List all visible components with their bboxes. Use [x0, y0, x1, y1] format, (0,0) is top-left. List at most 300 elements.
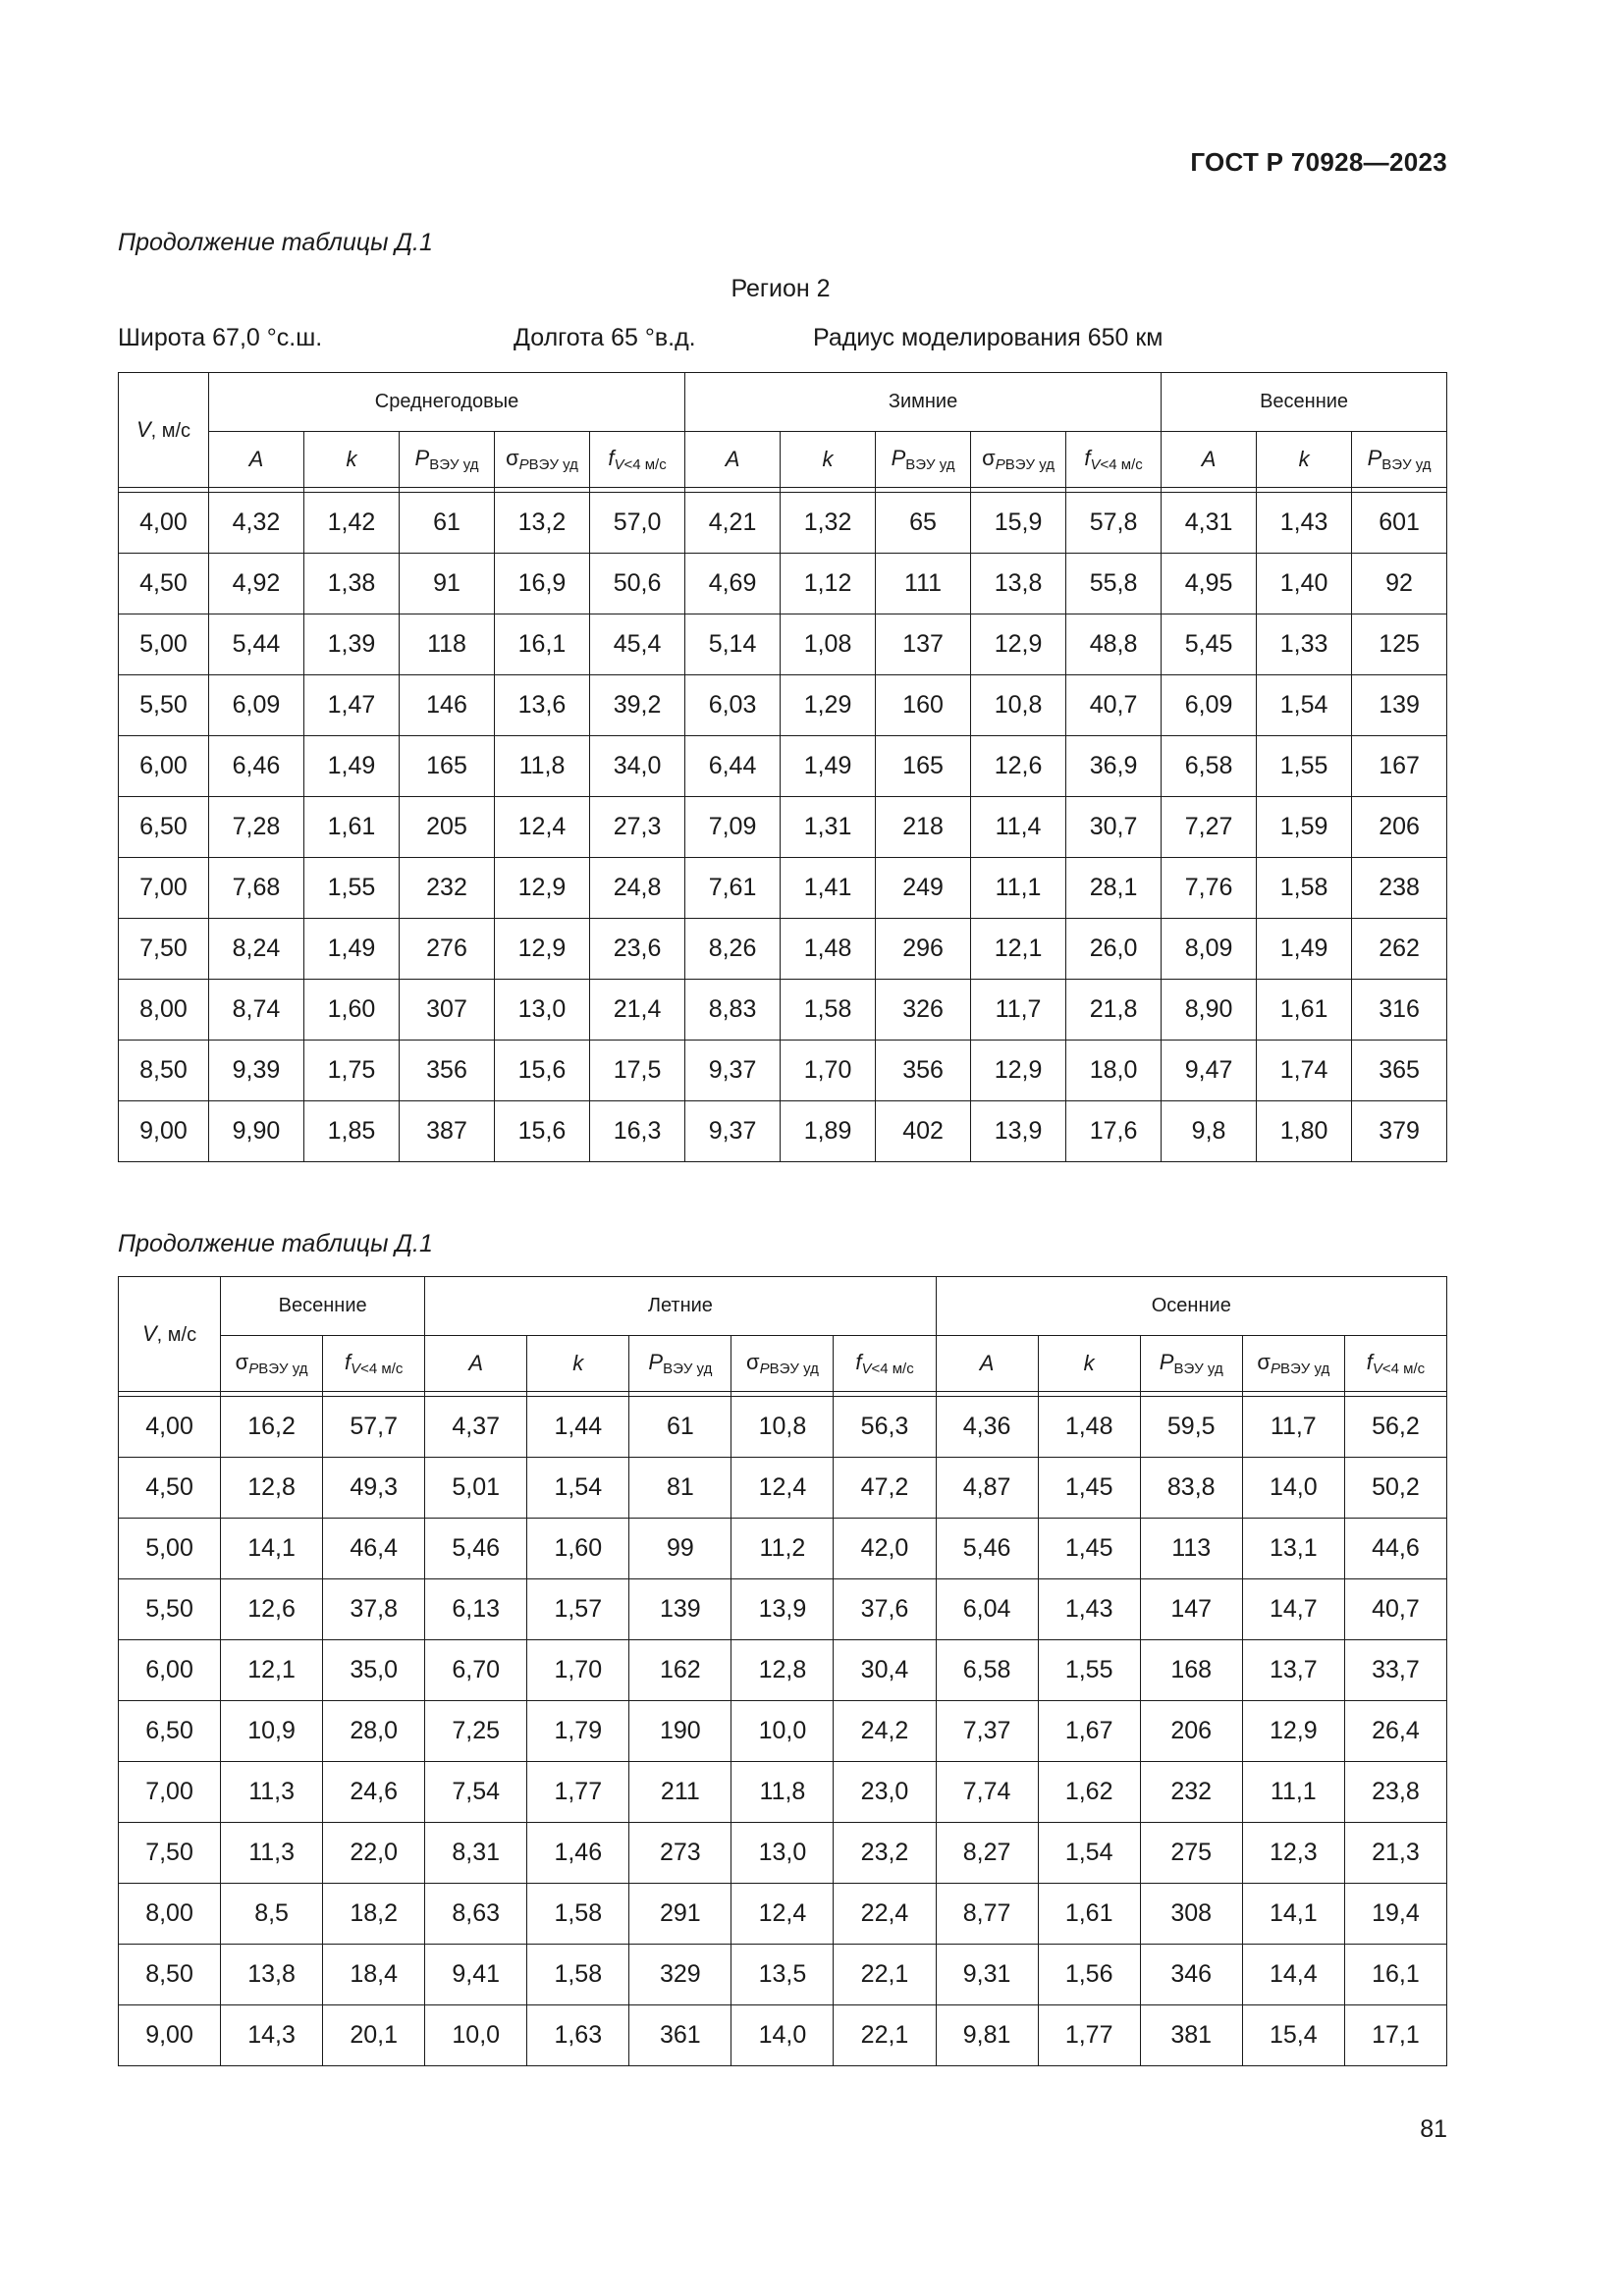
table-row: [119, 1519, 1447, 1579]
table-cell: 12,4: [495, 797, 590, 858]
table-cell: 211: [629, 1762, 731, 1823]
table-cell: 361: [629, 2005, 731, 2066]
table-cell: 40,7: [1344, 1579, 1446, 1640]
header-sigma: $\sigma_{PВЭУ уд}$: [971, 432, 1066, 488]
table-cell: 22,1: [834, 1945, 936, 2005]
row-speed-cell: 7,50: [119, 1823, 221, 1884]
table-cell: 6,58: [1162, 736, 1257, 797]
table-cell: 5,14: [685, 614, 781, 675]
table-cell: 83,8: [1140, 1458, 1242, 1519]
table-cell: 1,63: [527, 2005, 629, 2066]
table-cell: 379: [1352, 1101, 1447, 1162]
table-cell: 1,40: [1257, 554, 1352, 614]
table-cell: 11,7: [971, 980, 1066, 1041]
table-cell: 125: [1352, 614, 1447, 675]
table-cell: 7,37: [936, 1701, 1038, 1762]
table-cell: 12,9: [495, 919, 590, 980]
table-cell: 232: [1140, 1762, 1242, 1823]
table-cell: 11,7: [1242, 1397, 1344, 1458]
table-cell: 13,7: [1242, 1640, 1344, 1701]
row-speed-cell: 9,00: [119, 2005, 221, 2066]
row-speed-cell: 6,00: [119, 1640, 221, 1701]
table-cell: 1,57: [527, 1579, 629, 1640]
table-cell: 16,1: [495, 614, 590, 675]
table-cell: 139: [1352, 675, 1447, 736]
table-cell: 8,27: [936, 1823, 1038, 1884]
table-cell: 206: [1352, 797, 1447, 858]
header-f: $f_{V<4 м/с}$: [1066, 432, 1162, 488]
table-cell: 35,0: [323, 1640, 425, 1701]
table-cell: 91: [400, 554, 495, 614]
table-cell: 118: [400, 614, 495, 675]
header-group-winter: Зимние: [685, 373, 1162, 432]
table-cell: 5,44: [209, 614, 304, 675]
table-cell: 9,37: [685, 1101, 781, 1162]
table-cell: 1,85: [304, 1101, 400, 1162]
table-cell: 276: [400, 919, 495, 980]
table-row: [119, 797, 1447, 858]
header-k: k: [1257, 432, 1352, 488]
row-speed-cell: 6,50: [119, 1701, 221, 1762]
table1-caption: Продолжение таблицы Д.1: [118, 229, 433, 256]
table-cell: 12,8: [221, 1458, 323, 1519]
table-cell: 7,61: [685, 858, 781, 919]
table-cell: 34,0: [590, 736, 685, 797]
table-cell: 14,7: [1242, 1579, 1344, 1640]
table1-body: [119, 488, 1447, 1162]
table-cell: 19,4: [1344, 1884, 1446, 1945]
table-cell: 65: [876, 493, 971, 554]
table-cell: 4,36: [936, 1397, 1038, 1458]
row-speed-cell: 4,00: [119, 493, 209, 554]
table-cell: 205: [400, 797, 495, 858]
row-speed-cell: 5,50: [119, 675, 209, 736]
table-cell: 28,1: [1066, 858, 1162, 919]
table-cell: 99: [629, 1519, 731, 1579]
header-A: A: [209, 432, 304, 488]
table-cell: 1,55: [304, 858, 400, 919]
table-cell: 5,01: [425, 1458, 527, 1519]
table-cell: 1,12: [781, 554, 876, 614]
table-cell: 10,0: [425, 2005, 527, 2066]
table-cell: 1,77: [527, 1762, 629, 1823]
table-cell: 329: [629, 1945, 731, 2005]
table-cell: 1,29: [781, 675, 876, 736]
table-cell: 137: [876, 614, 971, 675]
table-cell: 33,7: [1344, 1640, 1446, 1701]
table-cell: 365: [1352, 1041, 1447, 1101]
table-cell: 1,47: [304, 675, 400, 736]
table-cell: 28,0: [323, 1701, 425, 1762]
table-cell: 6,70: [425, 1640, 527, 1701]
standard-designation: ГОСТ Р 70928—2023: [1190, 147, 1447, 177]
table-cell: 17,6: [1066, 1101, 1162, 1162]
table-cell: 13,0: [495, 980, 590, 1041]
table-cell: 1,67: [1038, 1701, 1140, 1762]
header-k: k: [1038, 1336, 1140, 1392]
table-row: [119, 1579, 1447, 1640]
table-cell: 23,8: [1344, 1762, 1446, 1823]
table-cell: 402: [876, 1101, 971, 1162]
table-cell: 10,8: [971, 675, 1066, 736]
row-speed-cell: 6,50: [119, 797, 209, 858]
table-cell: 13,8: [221, 1945, 323, 2005]
table-cell: 381: [1140, 2005, 1242, 2066]
table-cell: 21,3: [1344, 1823, 1446, 1884]
table-cell: 1,70: [781, 1041, 876, 1101]
table-cell: 6,46: [209, 736, 304, 797]
table-cell: 1,43: [1257, 493, 1352, 554]
table-cell: 14,1: [1242, 1884, 1344, 1945]
table-cell: 17,5: [590, 1041, 685, 1101]
table-cell: 14,0: [1242, 1458, 1344, 1519]
table-cell: 8,24: [209, 919, 304, 980]
table-cell: 22,1: [834, 2005, 936, 2066]
table-cell: 92: [1352, 554, 1447, 614]
table-cell: 1,62: [1038, 1762, 1140, 1823]
table-row: [119, 2005, 1447, 2066]
table-cell: 13,8: [971, 554, 1066, 614]
table-cell: 1,43: [1038, 1579, 1140, 1640]
table-cell: 9,39: [209, 1041, 304, 1101]
table-cell: 17,1: [1344, 2005, 1446, 2066]
table-cell: 6,04: [936, 1579, 1038, 1640]
table-cell: 4,31: [1162, 493, 1257, 554]
table-cell: 7,76: [1162, 858, 1257, 919]
table-cell: 326: [876, 980, 971, 1041]
header-group-autumn: Осенние: [936, 1277, 1446, 1336]
table-cell: 8,26: [685, 919, 781, 980]
table-cell: 1,61: [1038, 1884, 1140, 1945]
table-cell: 1,60: [304, 980, 400, 1041]
header-group-spring: Весенние: [1162, 373, 1447, 432]
table-cell: 21,8: [1066, 980, 1162, 1041]
header-f: $f_{V<4 м/с}$: [590, 432, 685, 488]
table-row: [119, 1041, 1447, 1101]
row-speed-cell: 5,00: [119, 1519, 221, 1579]
table-cell: 16,3: [590, 1101, 685, 1162]
table-cell: 11,1: [1242, 1762, 1344, 1823]
row-speed-cell: 8,50: [119, 1945, 221, 2005]
table-cell: 9,8: [1162, 1101, 1257, 1162]
row-speed-cell: 6,00: [119, 736, 209, 797]
table-cell: 4,21: [685, 493, 781, 554]
header-f: $f_{V<4 м/с}$: [323, 1336, 425, 1392]
table-cell: 57,0: [590, 493, 685, 554]
table-row: [119, 858, 1447, 919]
table-cell: 1,56: [1038, 1945, 1140, 2005]
table-cell: 18,2: [323, 1884, 425, 1945]
header-k: k: [304, 432, 400, 488]
table-cell: 1,58: [1257, 858, 1352, 919]
table-cell: 9,47: [1162, 1041, 1257, 1101]
table-cell: 168: [1140, 1640, 1242, 1701]
row-speed-cell: 4,50: [119, 554, 209, 614]
table-row: [119, 736, 1447, 797]
table-cell: 57,7: [323, 1397, 425, 1458]
table-row: [119, 1884, 1447, 1945]
table-row: [119, 919, 1447, 980]
table-cell: 8,90: [1162, 980, 1257, 1041]
table-cell: 61: [400, 493, 495, 554]
table-cell: 1,45: [1038, 1458, 1140, 1519]
data-table-1: [118, 372, 1447, 1162]
table-cell: 8,63: [425, 1884, 527, 1945]
table-cell: 167: [1352, 736, 1447, 797]
table-cell: 1,08: [781, 614, 876, 675]
table-cell: 1,60: [527, 1519, 629, 1579]
table-cell: 5,46: [425, 1519, 527, 1579]
page-number: 81: [1420, 2115, 1447, 2143]
table-cell: 14,3: [221, 2005, 323, 2066]
row-speed-cell: 5,00: [119, 614, 209, 675]
table-cell: 7,27: [1162, 797, 1257, 858]
table-cell: 23,0: [834, 1762, 936, 1823]
table-cell: 11,4: [971, 797, 1066, 858]
table-cell: 7,74: [936, 1762, 1038, 1823]
table-cell: 113: [1140, 1519, 1242, 1579]
table-cell: 11,3: [221, 1762, 323, 1823]
table-cell: 10,0: [731, 1701, 834, 1762]
table-cell: 1,49: [304, 919, 400, 980]
table-cell: 1,61: [1257, 980, 1352, 1041]
table-cell: 111: [876, 554, 971, 614]
header-P: $P_{ВЭУ уд}$: [876, 432, 971, 488]
table-cell: 1,89: [781, 1101, 876, 1162]
table-cell: 11,8: [495, 736, 590, 797]
table-cell: 12,8: [731, 1640, 834, 1701]
table-cell: 139: [629, 1579, 731, 1640]
table-cell: 22,4: [834, 1884, 936, 1945]
table-cell: 14,1: [221, 1519, 323, 1579]
table-cell: 16,2: [221, 1397, 323, 1458]
table-cell: 15,4: [1242, 2005, 1344, 2066]
table-cell: 10,9: [221, 1701, 323, 1762]
table-cell: 249: [876, 858, 971, 919]
table-cell: 11,1: [971, 858, 1066, 919]
table-cell: 30,7: [1066, 797, 1162, 858]
row-speed-cell: 5,50: [119, 1579, 221, 1640]
table-cell: 146: [400, 675, 495, 736]
table-cell: 42,0: [834, 1519, 936, 1579]
table-cell: 20,1: [323, 2005, 425, 2066]
table-cell: 6,03: [685, 675, 781, 736]
radius-label: Радиус моделирования 650 км: [813, 324, 1164, 351]
table-cell: 601: [1352, 493, 1447, 554]
table-row: [119, 554, 1447, 614]
table-cell: 30,4: [834, 1640, 936, 1701]
table-cell: 21,4: [590, 980, 685, 1041]
header-sigma: $\sigma_{PВЭУ уд}$: [731, 1336, 834, 1392]
table-row: [119, 1458, 1447, 1519]
table-cell: 190: [629, 1701, 731, 1762]
row-speed-cell: 9,00: [119, 1101, 209, 1162]
table-cell: 23,6: [590, 919, 685, 980]
header-k: k: [781, 432, 876, 488]
header-speed: V, м/с: [119, 373, 209, 488]
table-cell: 13,1: [1242, 1519, 1344, 1579]
table-cell: 275: [1140, 1823, 1242, 1884]
table-cell: 4,92: [209, 554, 304, 614]
table-cell: 162: [629, 1640, 731, 1701]
table-cell: 9,31: [936, 1945, 1038, 2005]
table-cell: 47,2: [834, 1458, 936, 1519]
table-cell: 15,6: [495, 1041, 590, 1101]
row-speed-cell: 7,50: [119, 919, 209, 980]
data-table-2: [118, 1276, 1447, 2066]
table-cell: 6,58: [936, 1640, 1038, 1701]
table-cell: 12,1: [221, 1640, 323, 1701]
table-cell: 1,44: [527, 1397, 629, 1458]
header-P: $P_{ВЭУ уд}$: [400, 432, 495, 488]
table-cell: 37,6: [834, 1579, 936, 1640]
table-cell: 13,2: [495, 493, 590, 554]
table-cell: 56,3: [834, 1397, 936, 1458]
table-cell: 1,49: [1257, 919, 1352, 980]
header-sigma: $\sigma_{PВЭУ уд}$: [495, 432, 590, 488]
table-cell: 262: [1352, 919, 1447, 980]
table-cell: 1,74: [1257, 1041, 1352, 1101]
table-cell: 1,49: [304, 736, 400, 797]
table-cell: 356: [400, 1041, 495, 1101]
table-cell: 26,4: [1344, 1701, 1446, 1762]
region-title: Регион 2: [731, 275, 831, 302]
header-k: k: [527, 1336, 629, 1392]
table-cell: 10,8: [731, 1397, 834, 1458]
table-cell: 1,41: [781, 858, 876, 919]
table-row: [119, 1701, 1447, 1762]
table-cell: 16,9: [495, 554, 590, 614]
table-cell: 24,8: [590, 858, 685, 919]
table-cell: 1,77: [1038, 2005, 1140, 2066]
header-group-summer: Летние: [425, 1277, 936, 1336]
table-cell: 11,8: [731, 1762, 834, 1823]
table-cell: 9,90: [209, 1101, 304, 1162]
row-speed-cell: 8,00: [119, 980, 209, 1041]
table-row: [119, 614, 1447, 675]
table-cell: 8,31: [425, 1823, 527, 1884]
table-cell: 8,09: [1162, 919, 1257, 980]
table-cell: 308: [1140, 1884, 1242, 1945]
table-cell: 36,9: [1066, 736, 1162, 797]
table-cell: 23,2: [834, 1823, 936, 1884]
table-cell: 11,2: [731, 1519, 834, 1579]
table-cell: 1,70: [527, 1640, 629, 1701]
table-cell: 6,44: [685, 736, 781, 797]
header-P: $P_{ВЭУ уд}$: [629, 1336, 731, 1392]
table-cell: 46,4: [323, 1519, 425, 1579]
table-cell: 12,9: [971, 614, 1066, 675]
table-cell: 165: [400, 736, 495, 797]
table-cell: 61: [629, 1397, 731, 1458]
table-cell: 1,55: [1038, 1640, 1140, 1701]
table-cell: 22,0: [323, 1823, 425, 1884]
table-cell: 11,3: [221, 1823, 323, 1884]
table-cell: 12,4: [731, 1884, 834, 1945]
table-cell: 24,2: [834, 1701, 936, 1762]
table-cell: 7,68: [209, 858, 304, 919]
table-cell: 238: [1352, 858, 1447, 919]
table-cell: 1,75: [304, 1041, 400, 1101]
table-cell: 1,45: [1038, 1519, 1140, 1579]
table-cell: 8,74: [209, 980, 304, 1041]
row-speed-cell: 7,00: [119, 1762, 221, 1823]
table-cell: 12,6: [221, 1579, 323, 1640]
table-cell: 13,5: [731, 1945, 834, 2005]
latitude-label: Широта 67,0 °с.ш.: [118, 324, 323, 351]
header-group-annual: Среднегодовые: [209, 373, 685, 432]
table-cell: 5,46: [936, 1519, 1038, 1579]
row-speed-cell: 7,00: [119, 858, 209, 919]
table-cell: 1,59: [1257, 797, 1352, 858]
table-cell: 218: [876, 797, 971, 858]
table-row: [119, 1640, 1447, 1701]
table2-body: [119, 1392, 1447, 2066]
table-cell: 6,13: [425, 1579, 527, 1640]
table-cell: 356: [876, 1041, 971, 1101]
table-cell: 4,69: [685, 554, 781, 614]
table-cell: 8,83: [685, 980, 781, 1041]
table-cell: 1,55: [1257, 736, 1352, 797]
table-cell: 18,0: [1066, 1041, 1162, 1101]
table-cell: 12,1: [971, 919, 1066, 980]
table-cell: 7,25: [425, 1701, 527, 1762]
header-sigma: $\sigma_{PВЭУ уд}$: [221, 1336, 323, 1392]
table-cell: 1,31: [781, 797, 876, 858]
table-cell: 1,54: [527, 1458, 629, 1519]
table-cell: 1,58: [527, 1945, 629, 2005]
header-A: A: [1162, 432, 1257, 488]
header-P: $P_{ВЭУ уд}$: [1140, 1336, 1242, 1392]
table-cell: 13,6: [495, 675, 590, 736]
table-cell: 40,7: [1066, 675, 1162, 736]
table-cell: 9,41: [425, 1945, 527, 2005]
table-cell: 5,45: [1162, 614, 1257, 675]
table-row: [119, 1823, 1447, 1884]
table-cell: 4,87: [936, 1458, 1038, 1519]
table-cell: 50,6: [590, 554, 685, 614]
table-cell: 232: [400, 858, 495, 919]
table-cell: 7,28: [209, 797, 304, 858]
table-cell: 26,0: [1066, 919, 1162, 980]
table-cell: 15,6: [495, 1101, 590, 1162]
header-f: $f_{V<4 м/с}$: [834, 1336, 936, 1392]
table-cell: 13,9: [731, 1579, 834, 1640]
table-cell: 7,09: [685, 797, 781, 858]
header-speed: V, м/с: [119, 1277, 221, 1392]
table-cell: 4,95: [1162, 554, 1257, 614]
table-cell: 147: [1140, 1579, 1242, 1640]
header-A: A: [685, 432, 781, 488]
table-cell: 1,49: [781, 736, 876, 797]
table-row: [119, 980, 1447, 1041]
table-cell: 81: [629, 1458, 731, 1519]
table-cell: 1,79: [527, 1701, 629, 1762]
table-cell: 9,81: [936, 2005, 1038, 2066]
table-cell: 1,48: [1038, 1397, 1140, 1458]
table-cell: 6,09: [209, 675, 304, 736]
table-cell: 1,39: [304, 614, 400, 675]
table-cell: 39,2: [590, 675, 685, 736]
table-row: [119, 1762, 1447, 1823]
row-speed-cell: 4,50: [119, 1458, 221, 1519]
table-row: [119, 1101, 1447, 1162]
table-cell: 9,37: [685, 1041, 781, 1101]
table-cell: 160: [876, 675, 971, 736]
table-cell: 8,77: [936, 1884, 1038, 1945]
table-cell: 45,4: [590, 614, 685, 675]
table-cell: 12,9: [495, 858, 590, 919]
